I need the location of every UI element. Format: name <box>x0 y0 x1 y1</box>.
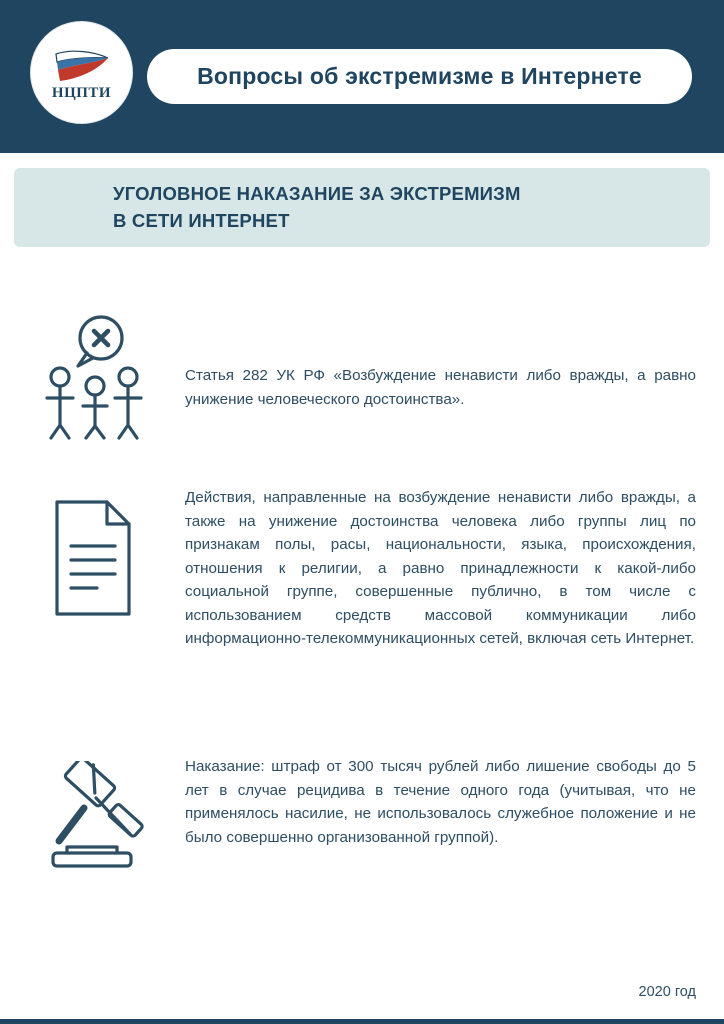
gavel-icon <box>37 761 149 873</box>
content-block <box>0 745 724 873</box>
icon-column <box>0 486 185 651</box>
block-paragraph: Действия, направленные на возбуждение ненависти либо вражды, а также на унижение достоинства человека либо группы лиц по признакам полы, расы, национальности, языка, происхождения, отношения к религии, а равно принадлежности к какой-либо социальной группе, совершенные публично, в том числе с использованием средств массовой коммуникации либо информационно-телекоммуникационных сетей, включая сеть Интернет. <box>185 489 696 648</box>
text-column <box>185 745 724 873</box>
text-column <box>185 486 724 651</box>
section-heading-text <box>113 181 521 235</box>
footer-rule <box>0 1019 724 1024</box>
section-heading-line-1: УГОЛОВНОЕ НАКАЗАНИЕ ЗА ЭКСТРЕМИЗМ <box>113 182 521 204</box>
icon-column <box>0 745 185 873</box>
people-speech-bubble-x-icon <box>40 314 146 444</box>
page-title-text: Вопросы об экстремизме в Интернете <box>197 63 642 89</box>
document-lines-icon <box>45 496 141 620</box>
content-block <box>0 310 724 444</box>
icon-column <box>0 310 185 444</box>
page-header <box>0 0 724 153</box>
section-heading-band <box>14 168 710 247</box>
block-paragraph: Наказание: штраф от 300 тысяч рублей либо лишение свободы до 5 лет в случае рецидива в течение одного года (учитывая, что не применялось насилие, не использовалось служебное положение и не было совершенно организованной группой). <box>185 758 696 846</box>
section-heading-line-2: В СЕТИ ИНТЕРНЕТ <box>113 209 290 231</box>
logo <box>31 22 132 123</box>
logo-text: НЦПТИ <box>51 85 112 101</box>
text-column <box>185 310 724 444</box>
footer-year: 2020 год <box>638 984 696 1000</box>
content-block <box>0 486 724 651</box>
page-title <box>147 49 692 104</box>
russian-flag-swoosh-icon <box>53 49 111 83</box>
block-paragraph: Статья 282 УК РФ «Возбуждение ненависти либо вражды, а равно унижение человеческого достоинства». <box>185 367 696 408</box>
